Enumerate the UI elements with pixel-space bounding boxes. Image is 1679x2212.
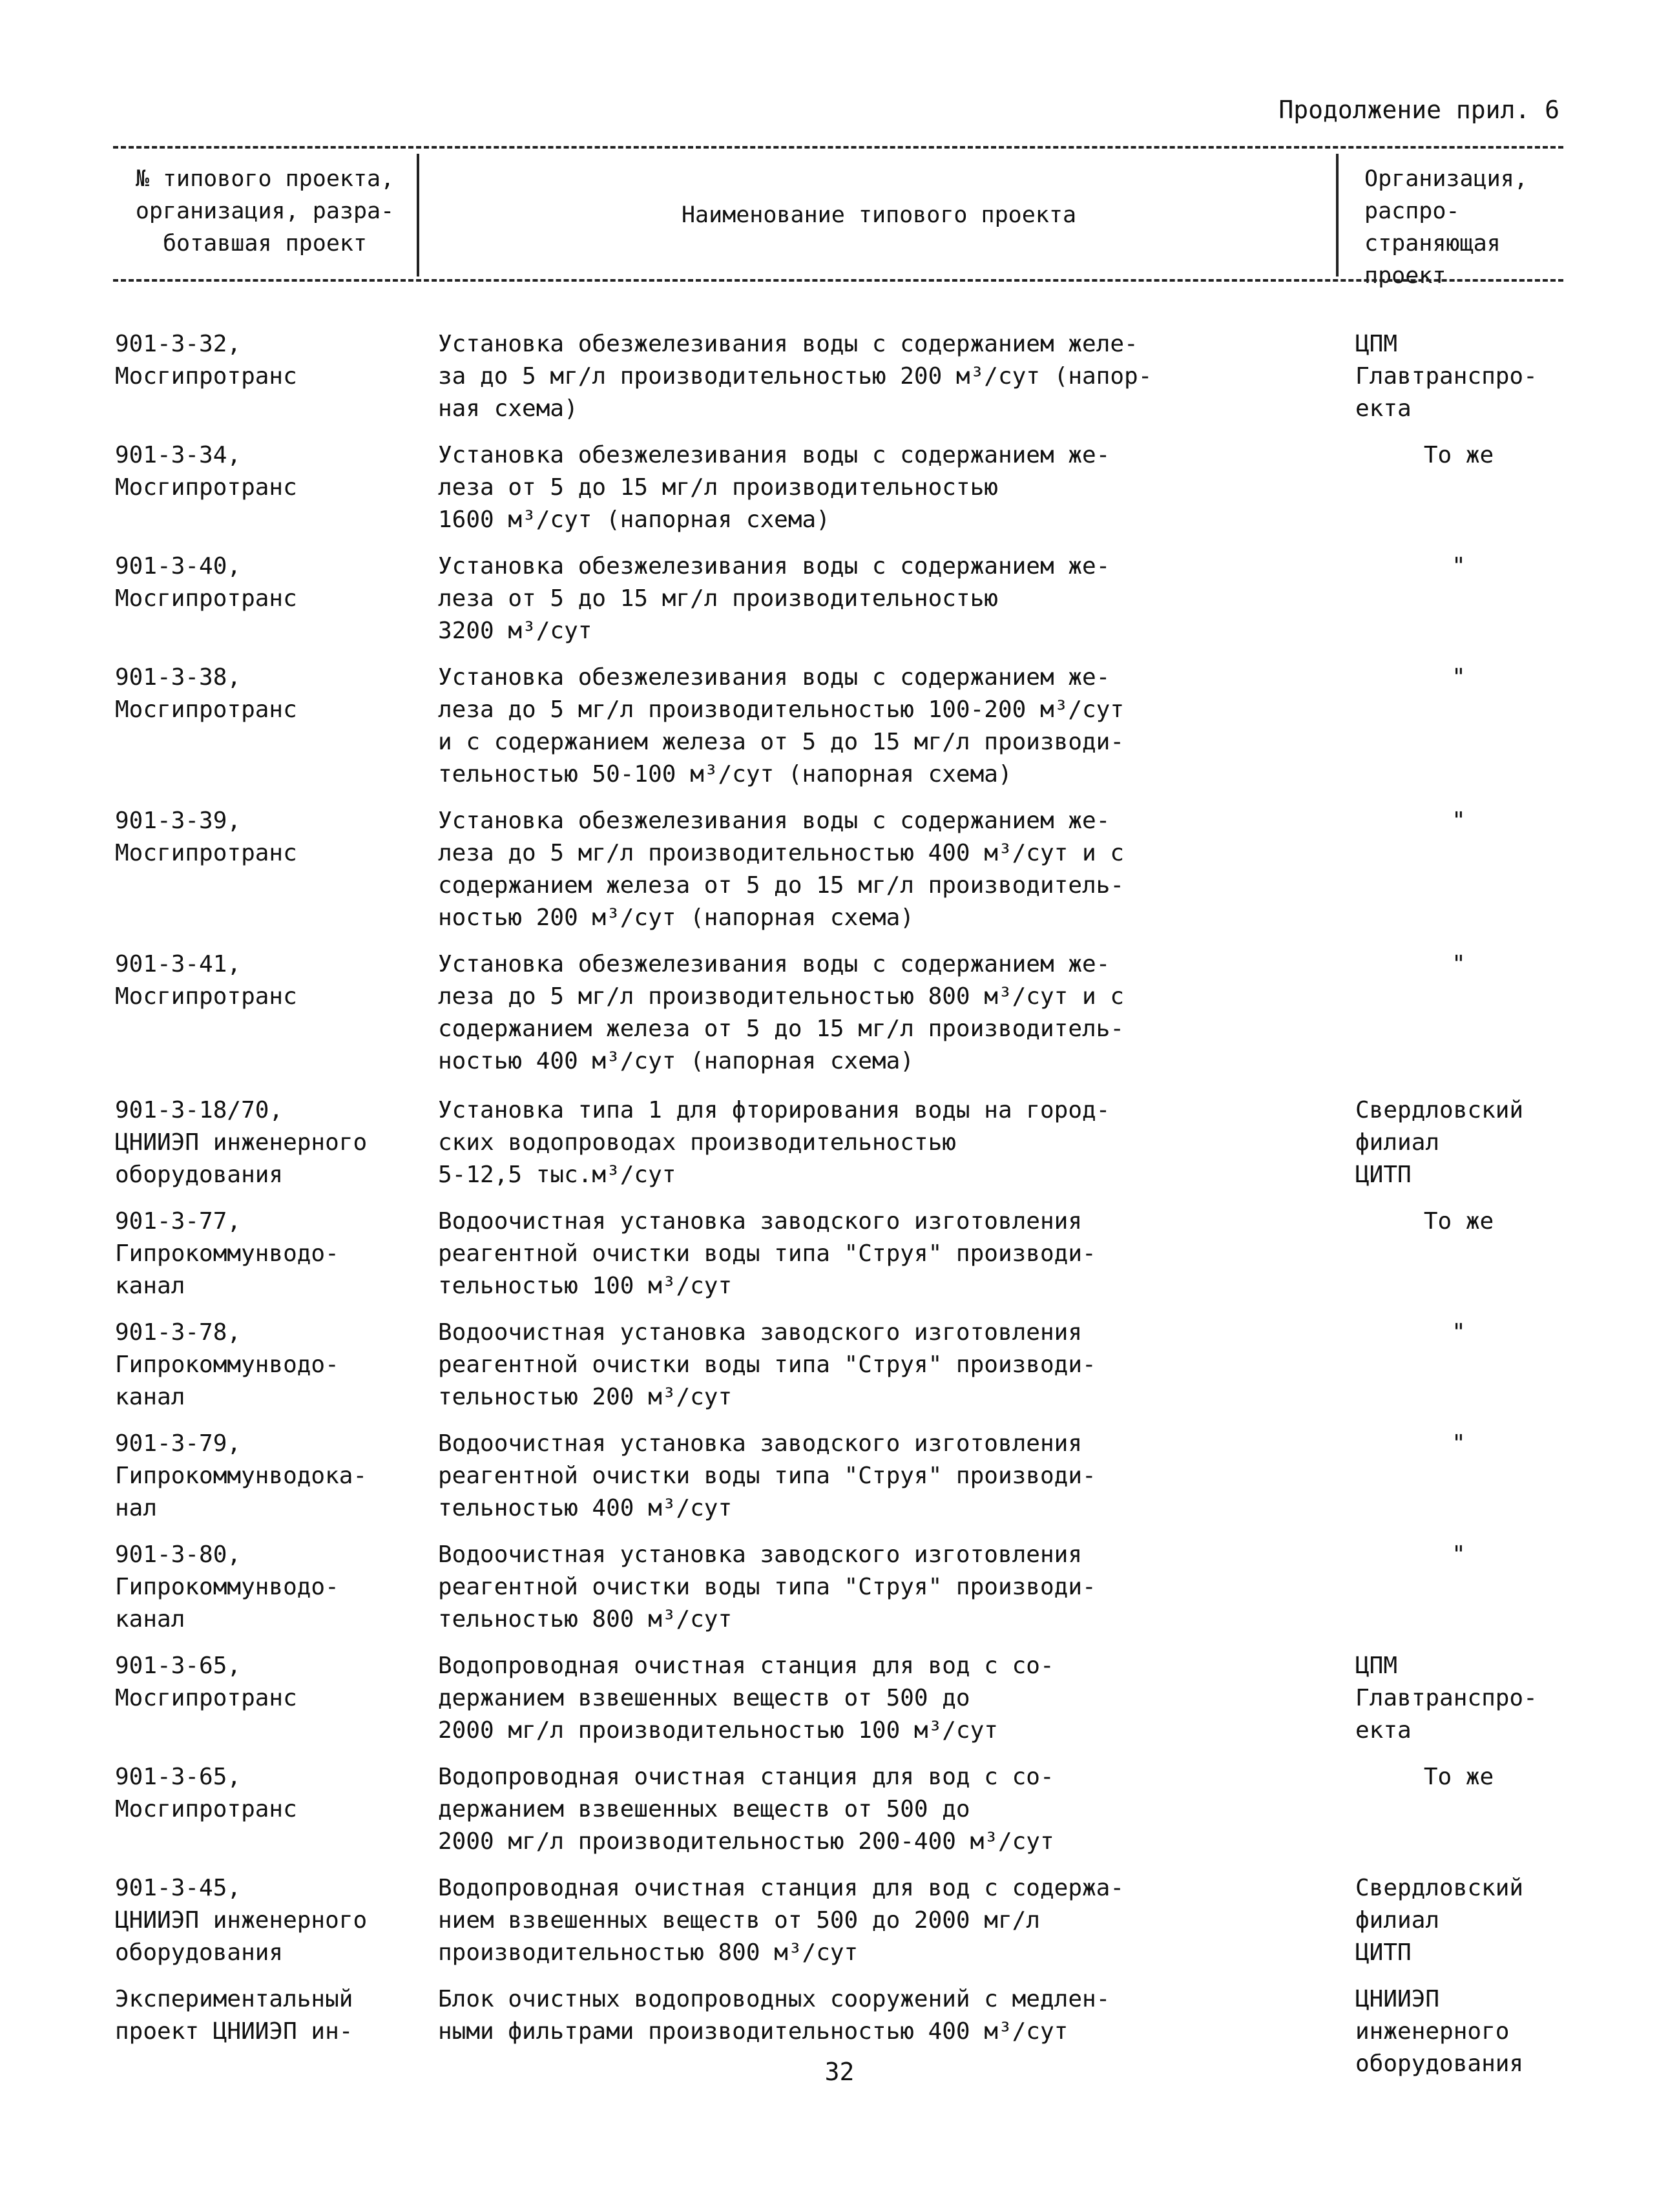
row-distributor: "	[1452, 664, 1466, 691]
header-project-name-label: Наименование типового проекта	[681, 202, 1077, 228]
row-project-name: Установка обезжелезивания воды с содержанием же- леза от 5 до 15 мг/л производительностью 3200 м³/сут	[438, 553, 1111, 644]
row-distributor: То же	[1423, 442, 1494, 468]
header-distributor-label: Организация, распро- страняющая проект	[1364, 166, 1528, 289]
row-project-number: 901-3-38, Мосгипротранс	[115, 664, 297, 723]
continuation-label: Продолжение прил. 6	[1278, 96, 1559, 124]
row-distributor: Свердловский филиал ЦИТП	[1355, 1097, 1524, 1188]
row-project-name: Установка типа 1 для фторирования воды на город- ских водопроводах производительностью 5-12,5 тыс.м³/сут	[438, 1097, 1111, 1188]
row-project-number: 901-3-40, Мосгипротранс	[115, 553, 297, 612]
row-project-name: Установка обезжелезивания воды с содержанием желе- за до 5 мг/л производительностью 200 м³/сут (напор- ная схема)	[438, 331, 1152, 422]
row-project-name: Установка обезжелезивания воды с содержанием же- леза до 5 мг/л производительностью 100-200 м³/сут и с содержанием железа от 5 до 15 мг/л производи- тельностью 50-100 м³/сут (напорная схема)	[438, 664, 1125, 788]
row-distributor: "	[1452, 553, 1466, 579]
table-header	[113, 154, 1563, 289]
row-project-name: Водоочистная установка заводского изготовления реагентной очистки воды типа "Струя" производи- тельностью 800 м³/сут	[438, 1541, 1096, 1633]
row-project-number: 901-3-45, ЦНИИЭП инженерного оборудования	[115, 1875, 368, 1966]
row-project-number: 901-3-65, Мосгипротранс	[115, 1653, 297, 1711]
header-project-number-label: № типового проекта, организация, разра- ботавшая проект	[135, 166, 395, 256]
row-project-name: Водопроводная очистная станция для вод с содержа- нием взвешенных веществ от 500 до 2000 мг/л производительностью 800 м³/сут	[438, 1875, 1125, 1966]
row-distributor: "	[1452, 808, 1466, 834]
row-distributor: Свердловский филиал ЦИТП	[1355, 1875, 1524, 1966]
row-distributor: ЦПМ Главтранспро- екта	[1355, 1653, 1538, 1744]
row-project-number: 901-3-77, Гипрокоммунводо- канал	[115, 1208, 339, 1299]
row-distributor: То же	[1423, 1208, 1494, 1235]
row-project-number: 901-3-39, Мосгипротранс	[115, 808, 297, 866]
row-distributor: "	[1452, 1430, 1466, 1457]
header-cell-distributor	[1336, 154, 1563, 289]
row-project-number: 901-3-41, Мосгипротранс	[115, 951, 297, 1010]
header-top-rule	[113, 146, 1563, 149]
row-project-number: 901-3-34, Мосгипротранс	[115, 442, 297, 501]
row-project-name: Водопроводная очистная станция для вод с со- держанием взвешенных веществ от 500 до 2000 мг/л производительностью 200-400 м³/сут	[438, 1764, 1054, 1855]
row-distributor: ЦНИИЭП инженерного оборудования	[1355, 1986, 1524, 2077]
page-number: 32	[824, 2058, 855, 2086]
row-distributor: "	[1452, 1319, 1466, 1346]
row-project-name: Установка обезжелезивания воды с содержанием же- леза до 5 мг/л производительностью 800 м³/сут и с содержанием железа от 5 до 15 мг/л производитель- ностью 400 м³/сут (напорная схема)	[438, 951, 1125, 1074]
row-project-number: 901-3-79, Гипрокоммунводока- нал	[115, 1430, 368, 1521]
row-distributor: ЦПМ Главтранспро- екта	[1355, 331, 1538, 422]
row-project-name: Водоочистная установка заводского изготовления реагентной очистки воды типа "Струя" производи- тельностью 200 м³/сут	[438, 1319, 1096, 1410]
row-project-number: 901-3-18/70, ЦНИИЭП инженерного оборудования	[115, 1097, 368, 1188]
row-project-name: Водопроводная очистная станция для вод с со- держанием взвешенных веществ от 500 до 2000 мг/л производительностью 100 м³/сут	[438, 1653, 1054, 1744]
header-cell-project-number	[113, 154, 417, 286]
row-project-number: Экспериментальный проект ЦНИИЭП ин-	[115, 1986, 353, 2045]
row-project-name: Блок очистных водопроводных сооружений с медлен- ными фильтрами производительностью 400 м³/сут	[438, 1986, 1111, 2045]
row-distributor: "	[1452, 1541, 1466, 1568]
header-cell-project-name	[417, 154, 1339, 276]
row-project-number: 901-3-78, Гипрокоммунводо- канал	[115, 1319, 339, 1410]
row-project-name: Водоочистная установка заводского изготовления реагентной очистки воды типа "Струя" производи- тельностью 100 м³/сут	[438, 1208, 1096, 1299]
row-distributor: То же	[1423, 1764, 1494, 1790]
row-distributor: "	[1452, 951, 1466, 977]
row-project-number: 901-3-65, Мосгипротранс	[115, 1764, 297, 1822]
row-project-number: 901-3-32, Мосгипротранс	[115, 331, 297, 390]
row-project-name: Водоочистная установка заводского изготовления реагентной очистки воды типа "Струя" производи- тельностью 400 м³/сут	[438, 1430, 1096, 1521]
row-project-number: 901-3-80, Гипрокоммунводо- канал	[115, 1541, 339, 1633]
header-bottom-rule	[113, 279, 1563, 282]
row-project-name: Установка обезжелезивания воды с содержанием же- леза до 5 мг/л производительностью 400 м³/сут и с содержанием железа от 5 до 15 мг/л производитель- ностью 200 м³/сут (напорная схема)	[438, 808, 1125, 931]
row-project-name: Установка обезжелезивания воды с содержанием же- леза от 5 до 15 мг/л производительностью 1600 м³/сут (напорная схема)	[438, 442, 1111, 533]
